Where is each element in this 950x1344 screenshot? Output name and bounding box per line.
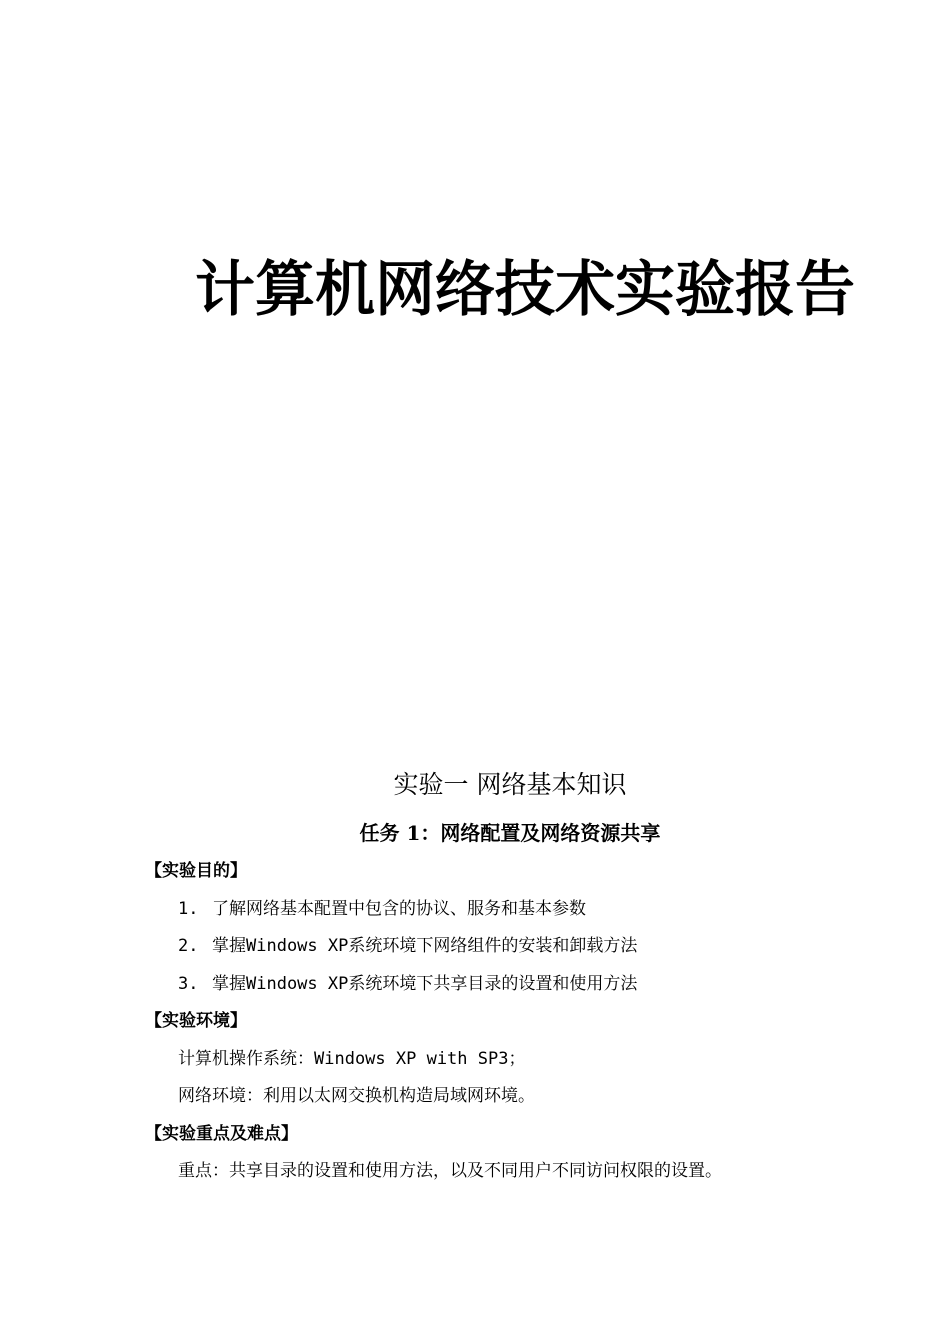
objective-number: 1. [178, 899, 199, 919]
report-main-title: 计算机网络技术实验报告 [195, 255, 855, 325]
objective-text: 掌握Windows XP系统环境下共享目录的设置和使用方法 [212, 974, 638, 994]
objective-number: 2. [178, 936, 199, 956]
key-points-heading: 【实验重点及难点】 [145, 1124, 298, 1144]
objective-text: 掌握Windows XP系统环境下网络组件的安装和卸载方法 [212, 936, 638, 956]
objective-item [178, 933, 637, 959]
objective-number: 3. [178, 974, 199, 994]
environment-heading: 【实验环境】 [145, 1011, 247, 1031]
environment-os-line: 计算机操作系统：Windows XP with SP3； [178, 1049, 526, 1069]
objective-item [178, 896, 586, 922]
task-title: 任务 1：网络配置及网络资源共享 [359, 821, 661, 845]
key-points-line: 重点：共享目录的设置和使用方法，以及不同用户不同访问权限的设置。 [178, 1161, 722, 1181]
objective-item [178, 971, 637, 997]
objective-text: 了解网络基本配置中包含的协议、服务和基本参数 [212, 899, 586, 919]
experiment-title: 实验一 网络基本知识 [393, 770, 627, 799]
environment-network-line: 网络环境：利用以太网交换机构造局域网环境。 [178, 1086, 535, 1106]
objectives-heading: 【实验目的】 [145, 861, 247, 881]
